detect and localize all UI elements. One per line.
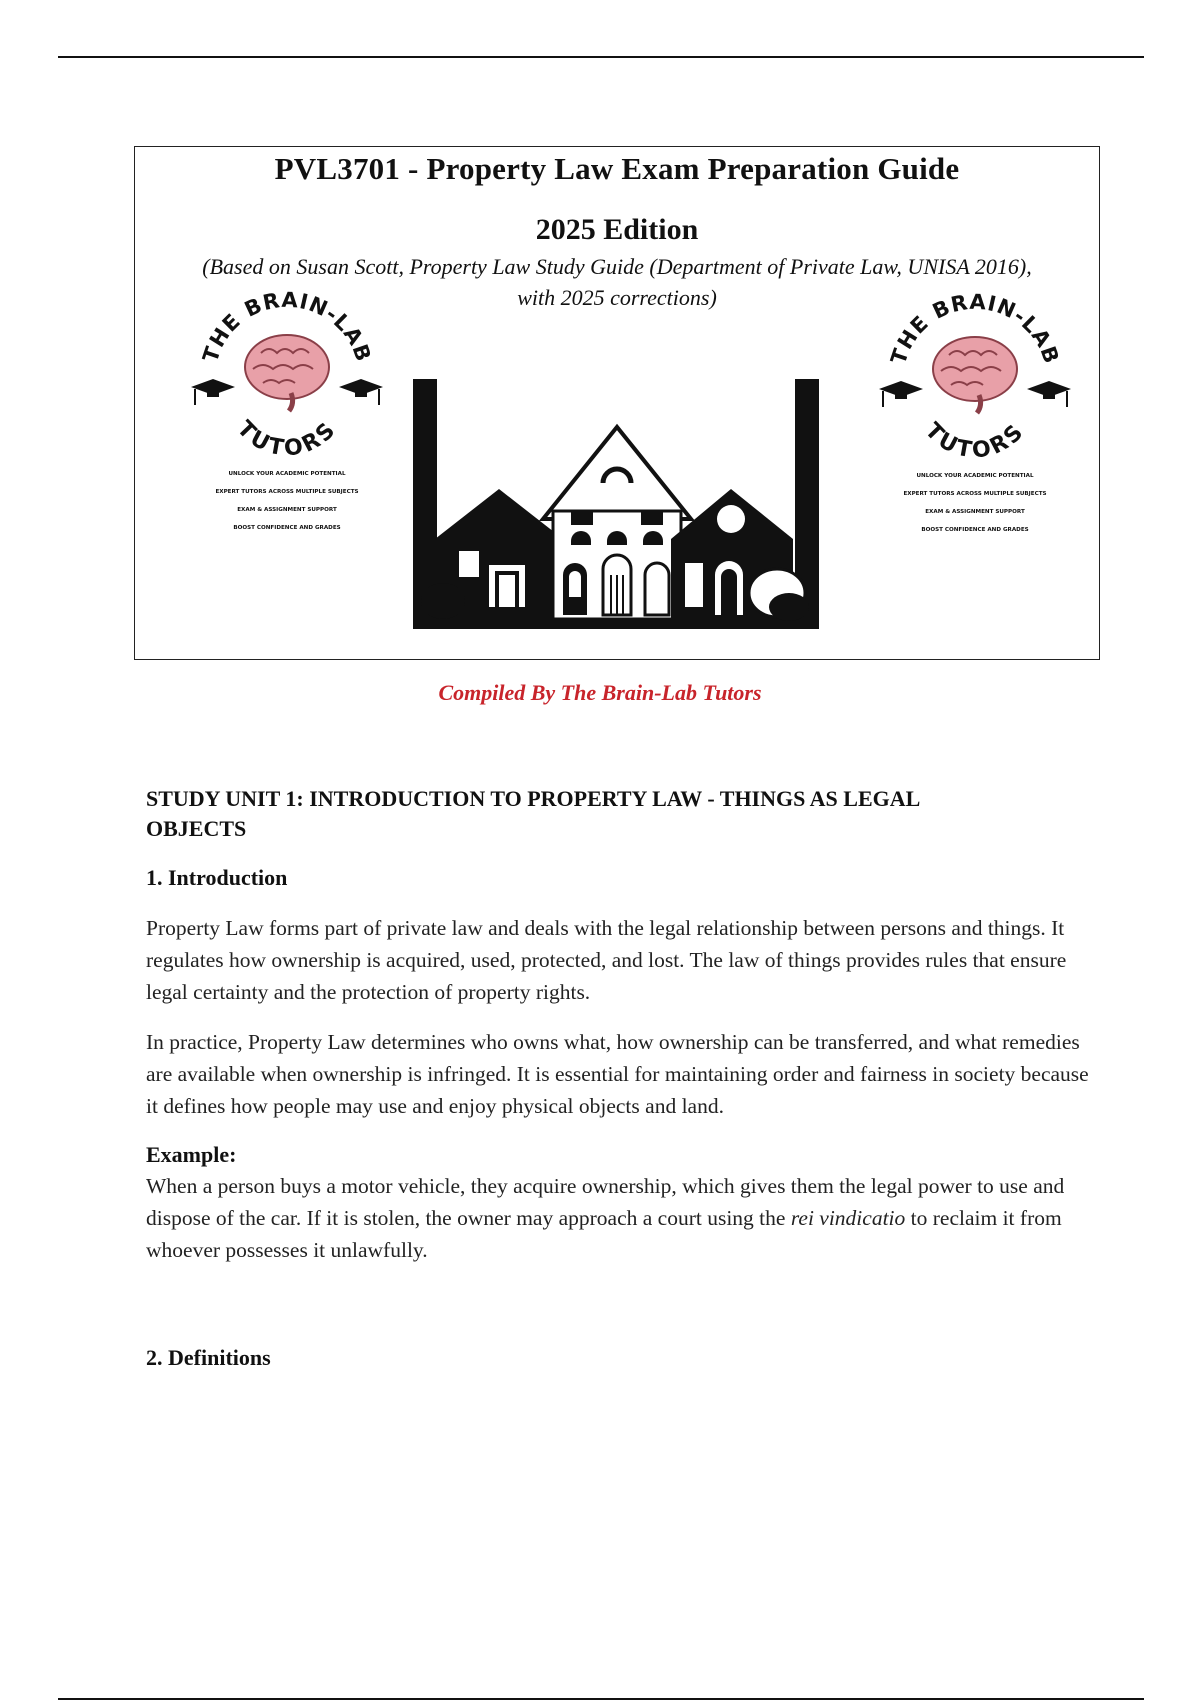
- cover-subtitle-line1: (Based on Susan Scott, Property Law Study Guide (Department of Private Law, UNISA 2016),: [202, 254, 1032, 279]
- logo-tagline: EXPERT TUTORS ACROSS MULTIPLE SUBJECTS: [215, 489, 359, 495]
- paragraph-1: Property Law forms part of private law and deals with the legal relationship between persons and things. It regulates how ownership is acquired, used, protected, and lost. The law of things provides rules that ensure legal certainty and the protection of property rights.: [146, 916, 1067, 1004]
- logo-tagline: UNLOCK YOUR ACADEMIC POTENTIAL: [228, 471, 346, 477]
- logo-tagline: BOOST CONFIDENCE AND GRADES: [921, 527, 1029, 533]
- study-unit-heading-line2: OBJECTS: [146, 816, 247, 841]
- example-label: Example:: [146, 1142, 237, 1167]
- logo-bottom-text: TUTORS: [919, 418, 1031, 464]
- grad-cap-left-icon: [191, 379, 235, 405]
- cover-subtitle-line2: with 2025 corrections): [517, 285, 717, 310]
- latin-term-rei-vindicatio: rei vindicatio: [790, 1206, 906, 1230]
- grad-cap-left-icon: [879, 381, 923, 407]
- document-body: [146, 784, 1096, 1392]
- brain-lab-logo-left-graphic: [187, 283, 387, 543]
- compiled-by-credit: Compiled By The Brain-Lab Tutors: [438, 680, 762, 705]
- logo-tagline: BOOST CONFIDENCE AND GRADES: [233, 525, 341, 531]
- logo-top-text: THE BRAIN-LAB: [198, 287, 376, 366]
- example-paragraph: [146, 1170, 1096, 1266]
- logo-tagline: EXAM & ASSIGNMENT SUPPORT: [237, 507, 337, 513]
- cover-box: [134, 146, 1100, 660]
- brain-lab-logo-left: [187, 283, 387, 543]
- house-illustration: [413, 379, 819, 629]
- paragraph-2: In practice, Property Law determines who owns what, how ownership can be transferred, and what remedies are available when ownership is infringed. It is essential for maintaining order and fairness in society because it defines how people may use and enjoy physical objects and land.: [146, 1030, 1089, 1118]
- cover-title: PVL3701 - Property Law Exam Preparation Guide: [274, 151, 960, 186]
- logo-bottom-text: TUTORS: [231, 416, 343, 462]
- house-icon: [413, 379, 819, 629]
- grad-cap-right-icon: [1027, 381, 1071, 407]
- brain-icon: [245, 335, 329, 411]
- study-unit-heading-line1: STUDY UNIT 1: INTRODUCTION TO PROPERTY LAW - THINGS AS LEGAL: [146, 786, 921, 811]
- cover-edition: 2025 Edition: [535, 213, 699, 246]
- logo-tagline: UNLOCK YOUR ACADEMIC POTENTIAL: [916, 473, 1034, 479]
- logo-top-text: THE BRAIN-LAB: [886, 289, 1064, 368]
- logo-tagline: EXAM & ASSIGNMENT SUPPORT: [925, 509, 1025, 515]
- example-text-start: When a person buys a motor vehicle, they acquire ownership, which gives them the legal power to use and dispose of the car. If it is stolen, the owner may approach a court using the: [146, 1174, 1065, 1230]
- section-heading-introduction: 1. Introduction: [146, 865, 288, 890]
- example-text-end: to reclaim it from whoever possesses it unlawfully.: [146, 1206, 1062, 1262]
- header-rule: [58, 56, 1144, 58]
- brain-lab-logo-right-graphic: [875, 285, 1075, 545]
- study-unit-heading: [146, 784, 1096, 844]
- logo-tagline: EXPERT TUTORS ACROSS MULTIPLE SUBJECTS: [903, 491, 1047, 497]
- section-heading-definitions: 2. Definitions: [146, 1345, 271, 1370]
- grad-cap-right-icon: [339, 379, 383, 405]
- brain-lab-logo-right: [875, 285, 1075, 545]
- brain-icon: [933, 337, 1017, 413]
